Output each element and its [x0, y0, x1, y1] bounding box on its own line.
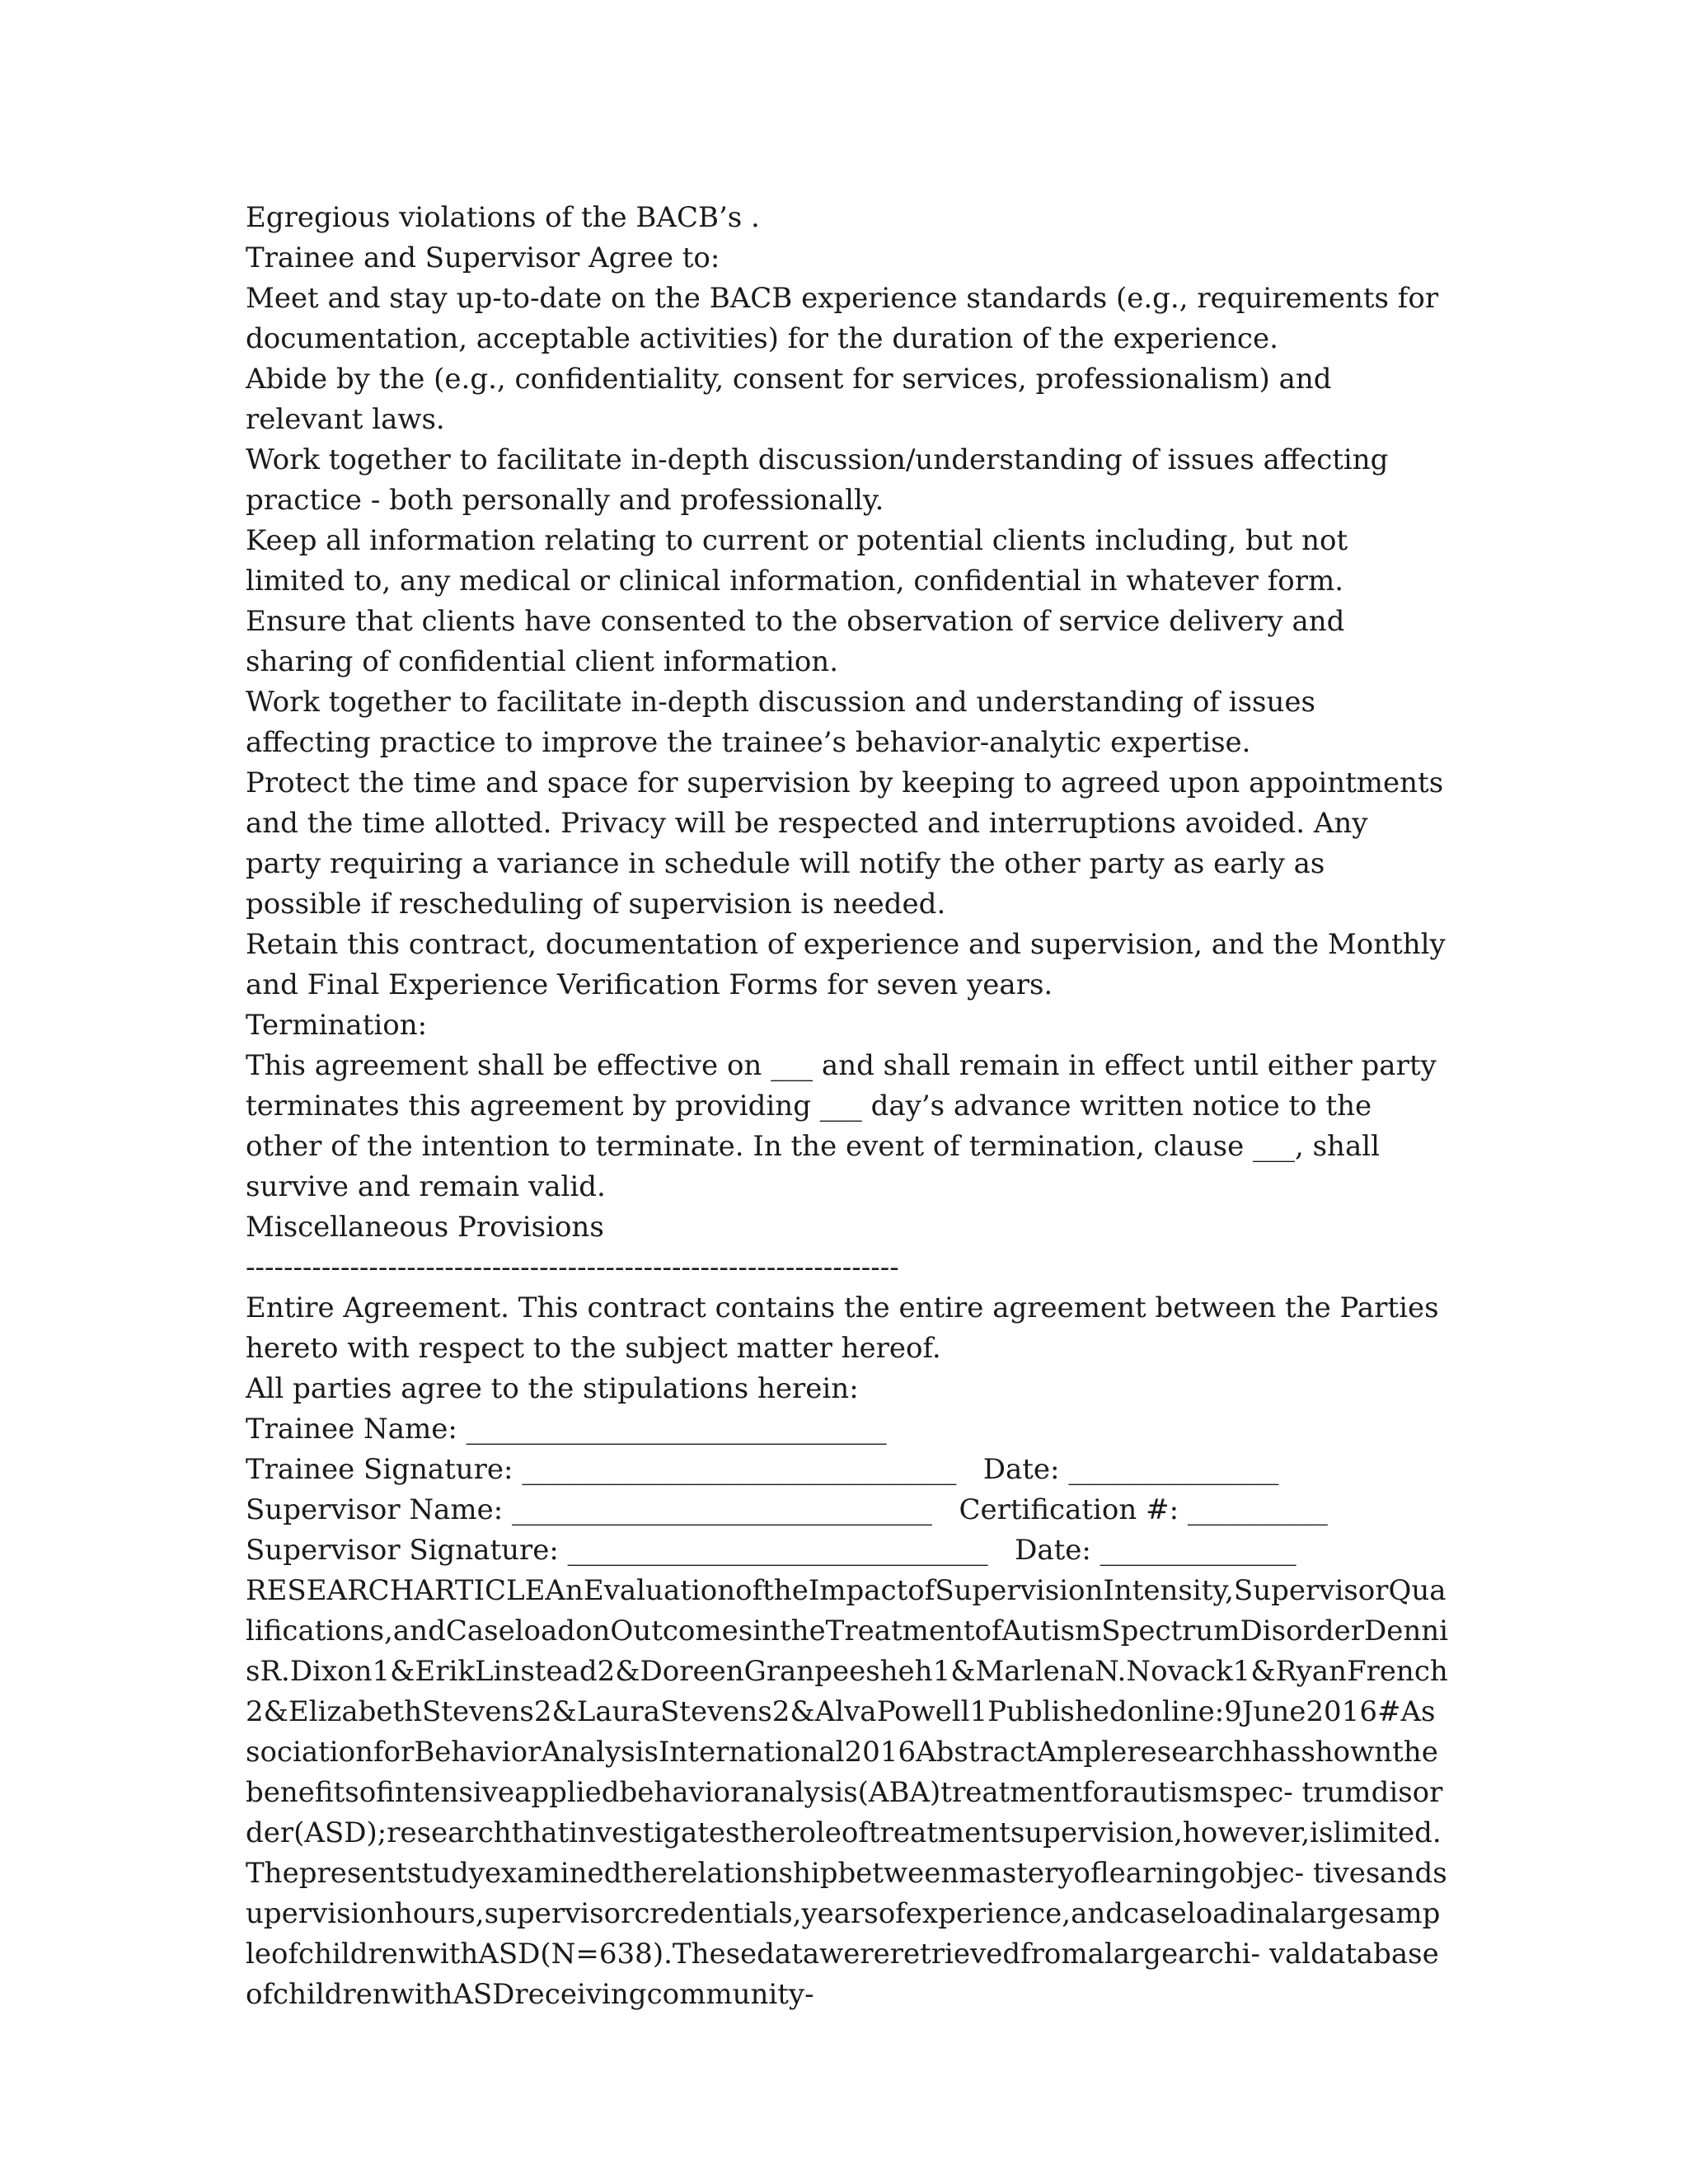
stipulations-line: All parties agree to the stipulations herein:: [246, 1372, 859, 1405]
termination-text: This agreement shall be effective on ___ and shall remain in effect until either party terminates this agreement by providing ___ day’s advance written notice to the other of the intention to terminate. In the event of termination, clause ___, shall survive and remain valid.: [246, 1049, 1437, 1203]
agreement-item: Keep all information relating to current or potential clients including, but not limited to, any medical or clinical information, confidential in whatever form.: [246, 524, 1348, 598]
intro-line: Egregious violations of the BACB’s .: [246, 201, 760, 234]
termination-heading: Termination:: [246, 1009, 428, 1042]
trainee-signature-field: Trainee Signature: _______________________________ Date: _______________: [246, 1453, 1279, 1486]
agree-heading: Trainee and Supervisor Agree to:: [246, 241, 720, 274]
supervisor-name-field: Supervisor Name: ______________________________ Certification #: __________: [246, 1493, 1328, 1526]
research-abstract-block: RESEARCHARTICLEAnEvaluationoftheImpactofSupervisionIntensity,SupervisorQualifications,andCaseloadonOutcomesintheTreatmentofAutismSpectrumDisorderDennisR.Dixon1&ErikLinstead2&DoreenGranpeesheh1&MarlenaN.Novack1&RyanFrench2&ElizabethStevens2&LauraStevens2&AlvaPowell1Publishedonline:9June2016#AssociationforBehaviorAnalysisInternational2016AbstractAmpleresearchhasshownthebenefitsofintensiveappliedbehavioranalysis(ABA)treatmentforautismspec- trumdisorder(ASD);researchthatinvestigatestheroleoftreatmentsupervision,however,islimited.Thepresentstudyexaminedtherelationshipbetweenmasteryoflearningobjec- tivesandsupervisionhours,supervisorcredentials,yearsofexperience,andcaseloadinalargesampleofchildrenwithASD(N=638).Thesedatawereretrievedfromalargearchi- valdatabaseofchildrenwithASDreceivingcommunity-: [246, 1574, 1449, 2011]
entire-agreement: Entire Agreement. This contract contains the entire agreement between the Parties hereto with respect to the subject matter hereof.: [246, 1291, 1439, 1365]
agreement-item: Protect the time and space for supervision by keeping to agreed upon appointments and the time allotted. Privacy will be respected and interruptions avoided. Any party requiring a variance in schedule will notify the other party as early as possible if rescheduling of supervision is needed.: [246, 766, 1444, 921]
trainee-name-field: Trainee Name: ______________________________: [246, 1413, 887, 1446]
supervisor-signature-field: Supervisor Signature: ______________________________ Date: ______________: [246, 1534, 1296, 1567]
agreement-item: Meet and stay up-to-date on the BACB experience standards (e.g., requirements for documentation, acceptable activities) for the duration of the experience.: [246, 282, 1439, 355]
misc-heading: Miscellaneous Provisions: [246, 1211, 604, 1244]
agreement-item: Ensure that clients have consented to the observation of service delivery and sharing of confidential client information.: [246, 605, 1345, 678]
agreement-item: Work together to facilitate in-depth discussion/understanding of issues affecting practice - both personally and professionally.: [246, 443, 1389, 517]
agreement-item: Retain this contract, documentation of experience and supervision, and the Monthly and Final Experience Verification Forms for seven years.: [246, 928, 1446, 1001]
agreement-item: Work together to facilitate in-depth discussion and understanding of issues affecting practice to improve the trainee’s behavior-analytic expertise.: [246, 686, 1315, 759]
agreement-item: Abide by the (e.g., confidentiality, consent for services, professionalism) and relevant laws.: [246, 363, 1332, 436]
document-page: [246, 198, 1449, 2015]
divider-line: ---------------------------------------------------------------------: [246, 1251, 899, 1284]
